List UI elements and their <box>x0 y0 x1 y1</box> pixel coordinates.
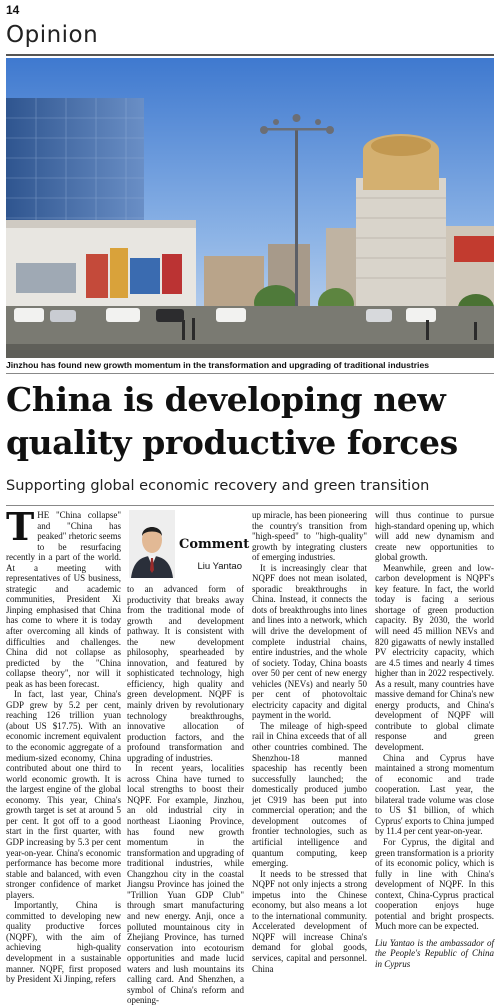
comment-label: Comment <box>179 537 250 552</box>
paragraph: For Cyprus, the digital and green transformation is a priority of its economic policy, which is fully in line with China's development of NQPF. In this context, China-Cyprus practical cooperation enjoys huge potential and bright prospects. Much more can be expected. <box>375 836 494 932</box>
comment-box <box>127 510 250 582</box>
author-endnote: Liu Yantao is the ambassador of the People's Republic of China in Cyprus <box>375 937 494 969</box>
paragraph: Meanwhile, green and low-carbon development is NQPF's key feature. In fact, the world today is facing a serious shortage of green production capacity. By 2030, the world will need 45 million NEVs and 820 gigawatts of newly installed PV electricity capacity, which are 4.5 times and nearly 4 times higher than in 2022 respectively. As a result, many countries have massive demand for China's new energy products, and China's development of NQPF will contribute to global climate response and green development. <box>375 562 494 753</box>
paragraph: In fact, last year, China's GDP grew by 5.2 per cent, reaching 126 trillion yuan (about US $17.75). With an economic increment equivalent to the economic aggregate of a medium-sized economy, China contributed about one third to world economic growth. It is the largest engine of the global economy. This year, China's growth target is set at around 5 per cent. It got off to a good start in the first quarter, with GDP increasing by 5.3 per cent year-on-year. China's economic performance has become more stable and balanced, with even stronger confidence of market players. <box>6 689 121 900</box>
section-title: Opinion <box>6 22 99 48</box>
paragraph: THE "China collapse" and "China has peaked" rhetoric seems to be resurfacing recently in a part of the world. At a meeting with representatives of US business, strategic and academic communities, President Xi Jinping emphasised that China has come to where it is today after overcoming all kinds of difficulties and challenges. China did not collapse as predicted by the "China collapse theory", nor will it peak as has been forecast. <box>6 504 121 689</box>
photo-caption: Jinzhou has found new growth momentum in the transformation and upgrading of traditional industries <box>6 360 430 370</box>
author-byline: Liu Yantao <box>197 561 242 572</box>
paragraph: will thus continue to pursue high-standard opening up, which will add new dynamism and create new opportunities to global growth. <box>375 510 494 563</box>
headline-line-1: China is developing new <box>6 380 446 419</box>
city-photo <box>6 58 494 358</box>
headline-line-2: quality productive forces <box>6 423 458 462</box>
subheadline: Supporting global economic recovery and green transition <box>6 478 430 494</box>
paragraph: Importantly, China is committed to developing new quality productive forces (NQPF), with the aim of achieving high-quality development in a sustainable manner. NQPF, first proposed by President Xi Jinping, refers <box>6 900 121 985</box>
author-portrait <box>129 510 175 578</box>
column-3 <box>252 510 367 974</box>
column-1 <box>6 504 121 985</box>
section-rule <box>6 54 494 56</box>
paragraph: It needs to be stressed that NQPF not only injects a strong impetus into the Chinese economy, but also means a lot to the international community. Accelerated development of NQPF will increase China's demand for global goods, services, capital and personnel. China <box>252 868 367 974</box>
paragraph: to an advanced form of productivity that breaks away from the traditional mode of growth and development pathway. It is consistent with the new development philosophy, spearheaded by innovation, and featured by sophisticated technology, high efficiency, high quality and green development. NQPF is mainly driven by revolutionary technology breakthroughs, innovative allocation of production factors, and the profound transformation and upgrading of industries. <box>127 584 244 763</box>
paragraph: The mileage of high-speed rail in China exceeds that of all other countries combined. The Shenzhou-18 manned spaceship has recently been successfully launched; the domestically produced jumbo jet C919 has been put into commercial operation; and the development outcomes of frontier technologies, such as artificial intelligence and quantum computing, keep emerging. <box>252 720 367 869</box>
paragraph: up miracle, has been pioneering the country's transition from "high-speed" to "high-quality" growth by integrating clusters of emerging industries. <box>252 510 367 563</box>
paragraph: It is increasingly clear that NQPF does not mean isolated, sporadic breakthroughs in China. Instead, it connects the dots of breakthroughs into lines and lines into a network, which will drive the development of complete industrial chains, entire industries, and the whole of society. Today, China boasts over 50 per cent of new energy vehicles (NEVs) and nearly 50 per cent of photovoltaic electricity capacity and digital payment in the world. <box>252 562 367 721</box>
caption-rule <box>6 373 494 374</box>
column-2 <box>127 510 250 1006</box>
subheadline-rule <box>6 505 494 506</box>
paragraph: China and Cyprus have maintained a strong momentum of economic and trade cooperation. Last year, the bilateral trade volume was close to US $1 billion, of which Cyprus' exports to China jumped by 11.4 per cent year-on-year. <box>375 752 494 837</box>
page-number: 14 <box>6 3 20 17</box>
column-4 <box>375 510 494 970</box>
paragraph: In recent years, localities across China have turned to local strengths to boost their NQPF. For example, Jinzhou, an old industrial city in northeast Liaoning Province, has found new growth momentum in the transformation and upgrading of traditional industries, while Changzhou city in the coastal Jiangsu Province has joined the "Trillion Yuan GDP Club" through smart manufacturing and new energy. Anji, once a polluted mountainous city in Zhejiang Province, has turned conservation into ecotourism opportunities and made lucid waters and lush mountains its calling card. And Shenzhen, a symbol of China's reform and opening- <box>127 763 244 1006</box>
drop-cap: T <box>6 504 35 549</box>
headline <box>6 378 494 464</box>
